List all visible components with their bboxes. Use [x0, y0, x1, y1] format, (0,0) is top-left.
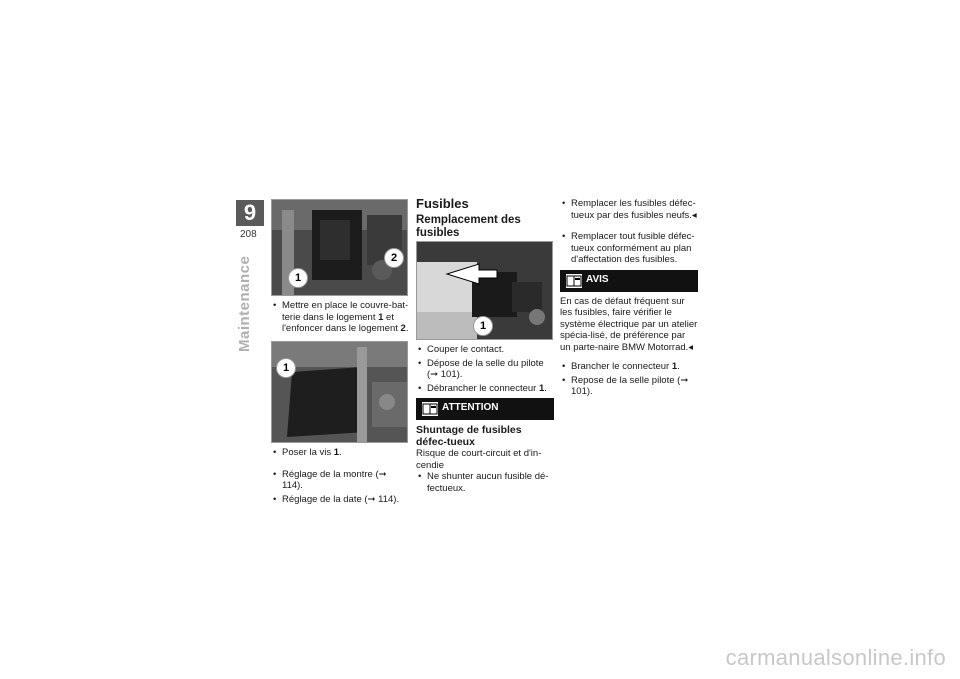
- callout-1: 1: [276, 358, 296, 378]
- column-2-text: [416, 344, 554, 496]
- list-item: • Mettre en place le couvre-bat-terie dans le logement 1 et l'enfoncer dans le logement 2.: [271, 300, 409, 335]
- list-item: • Réglage de la date (➞ 114).: [271, 494, 409, 506]
- watermark: carmanualsonline.info: [725, 645, 946, 670]
- list-item: • Débrancher le connecteur 1.: [416, 383, 554, 395]
- chapter-tab: 9: [236, 200, 264, 226]
- warning-body: Risque de court-circuit et d'in-cendie: [416, 448, 542, 471]
- list-item: • Repose de la selle pilote (➞ 101).: [560, 375, 698, 398]
- callout-1: 1: [288, 268, 308, 288]
- list-item: • Dépose de la selle du pilote (➞ 101).: [416, 358, 554, 381]
- page-number: 208: [240, 229, 257, 240]
- notice-banner: [560, 270, 698, 292]
- column-3-text: [560, 198, 698, 400]
- list-item: • Ne shunter aucun fusible dé-fectueux.: [416, 471, 554, 494]
- callout-2: 2: [384, 248, 404, 268]
- callout-1: 1: [473, 316, 493, 336]
- section-title: Fusibles: [416, 196, 469, 211]
- screw-photo: [271, 341, 408, 443]
- manual-book-icon: [566, 274, 582, 288]
- list-item: • Couper le contact.: [416, 344, 554, 356]
- notice-body: En cas de défaut fréquent sur les fusibles, faire vérifier le système électrique par un atelier spécia-lisé, de préférence par un parte-naire BMW Motorrad.◂: [560, 295, 698, 353]
- notice-label: AVIS: [586, 273, 609, 285]
- list-item: • Remplacer les fusibles défec-tueux par des fusibles neufs.◂: [560, 198, 698, 221]
- list-item: • Poser la vis 1.: [271, 447, 409, 459]
- manual-book-icon: [422, 402, 438, 416]
- list-item: • Réglage de la montre (➞ 114).: [271, 469, 409, 492]
- subsection-title: Remplacement des fusibles: [416, 213, 521, 239]
- column-1-text-a: [271, 300, 409, 337]
- connector-photo: [416, 241, 553, 340]
- battery-cover-photo: [271, 199, 408, 296]
- column-2-head: [416, 198, 554, 244]
- warning-title: Shuntage de fusibles défec-tueux: [416, 424, 522, 448]
- list-item: • Brancher le connecteur 1.: [560, 361, 698, 373]
- section-label: Maintenance: [236, 255, 253, 352]
- warning-label: ATTENTION: [442, 402, 499, 413]
- column-1-text-b: [271, 447, 409, 507]
- warning-banner: [416, 398, 554, 420]
- list-item: • Remplacer tout fusible défec-tueux conformément au plan d'affectation des fusibles.: [560, 231, 698, 266]
